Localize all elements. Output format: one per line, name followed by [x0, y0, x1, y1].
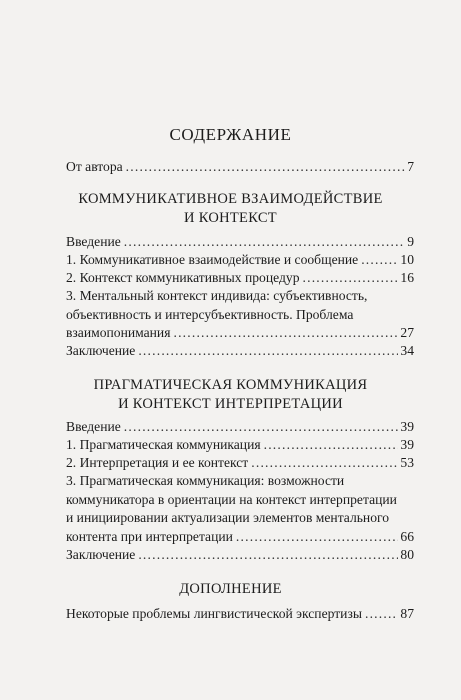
toc-entry-label: От автора — [66, 159, 123, 174]
toc-entry-label: 3. Прагматическая коммуникация: возможности — [66, 473, 345, 488]
toc-entry — [66, 233, 414, 252]
dot-leader — [236, 528, 398, 547]
toc-entry-multiline — [66, 472, 414, 546]
toc-entry — [66, 251, 414, 270]
toc-entry-label: 2. Интерпретация и ее контекст — [66, 455, 249, 470]
toc-entry-label: 3. Ментальный контекст индивида: субъективность, — [66, 288, 368, 303]
toc-entry — [66, 454, 414, 473]
toc-entry-page: 10 — [400, 252, 414, 267]
dot-leader — [365, 605, 398, 624]
toc-entry — [66, 546, 414, 565]
toc-entry-page: 80 — [400, 547, 414, 562]
dot-leader — [138, 342, 398, 361]
toc-entry-page: 16 — [400, 270, 414, 285]
dot-leader — [124, 233, 405, 252]
toc-entry-label: объективность и интерсубъективность. Проблема — [66, 306, 354, 322]
dot-leader — [138, 546, 398, 565]
toc-entry-label: Введение — [66, 234, 121, 249]
dot-leader — [124, 418, 399, 437]
toc-entry-label: Введение — [66, 419, 121, 434]
toc-entry-label: и инициировании актуализации элементов ментального — [66, 510, 390, 525]
toc-entry-page: 53 — [400, 455, 414, 470]
toc-entry — [66, 269, 414, 288]
dot-leader — [173, 324, 398, 343]
dot-leader — [251, 454, 398, 473]
toc-entry — [66, 418, 414, 437]
toc-entry-foreword — [66, 158, 414, 177]
dot-leader — [126, 158, 406, 177]
toc-entry-page: 39 — [400, 419, 414, 434]
section-title-appendix: ДОПОЛНЕНИЕ — [179, 581, 282, 597]
toc-entry-label: 2. Контекст коммуникативных процедур — [66, 270, 300, 285]
toc-entry-label: 1. Коммуникативное взаимодействие и сообщение — [66, 252, 359, 267]
toc-entry-page: 34 — [400, 343, 414, 358]
dot-leader — [303, 269, 399, 288]
toc-entry — [66, 342, 414, 361]
toc-entry-page: 7 — [407, 159, 414, 174]
toc-entry-page: 66 — [400, 528, 414, 544]
toc-entry-page: 9 — [407, 234, 414, 249]
toc-entry-label: Заключение — [66, 547, 136, 562]
toc-entry-page: 39 — [400, 437, 414, 452]
toc-entry-label: 1. Прагматическая коммуникация — [66, 437, 261, 452]
toc-entry — [66, 436, 414, 455]
section-title-pragmatic: ПРАГМАТИЧЕСКАЯ КОММУНИКАЦИЯ И КОНТЕКСТ ИНТЕРПРЕТАЦИИ — [93, 377, 368, 412]
toc-entry-label: контента при интерпретации — [66, 528, 233, 544]
toc-entry-label: коммуникатора в ориентации на контекст интерпретации — [66, 491, 397, 507]
toc-entry-label: взаимопонимания — [66, 325, 171, 340]
section-title-communicative: КОММУНИКАТИВНОЕ ВЗАИМОДЕЙСТВИЕ И КОНТЕКСТ — [78, 191, 383, 226]
dot-leader — [264, 436, 399, 455]
toc-entry-page: 87 — [400, 606, 414, 621]
toc-entry-label: Заключение — [66, 343, 136, 358]
dot-leader — [361, 251, 398, 270]
toc-entry-page: 27 — [400, 325, 414, 340]
toc-entry-label: Некоторые проблемы лингвистической экспертизы — [66, 606, 362, 621]
toc-entry — [66, 605, 414, 624]
toc-title: СОДЕРЖАНИЕ — [169, 125, 292, 144]
toc-entry-multiline — [66, 287, 414, 343]
